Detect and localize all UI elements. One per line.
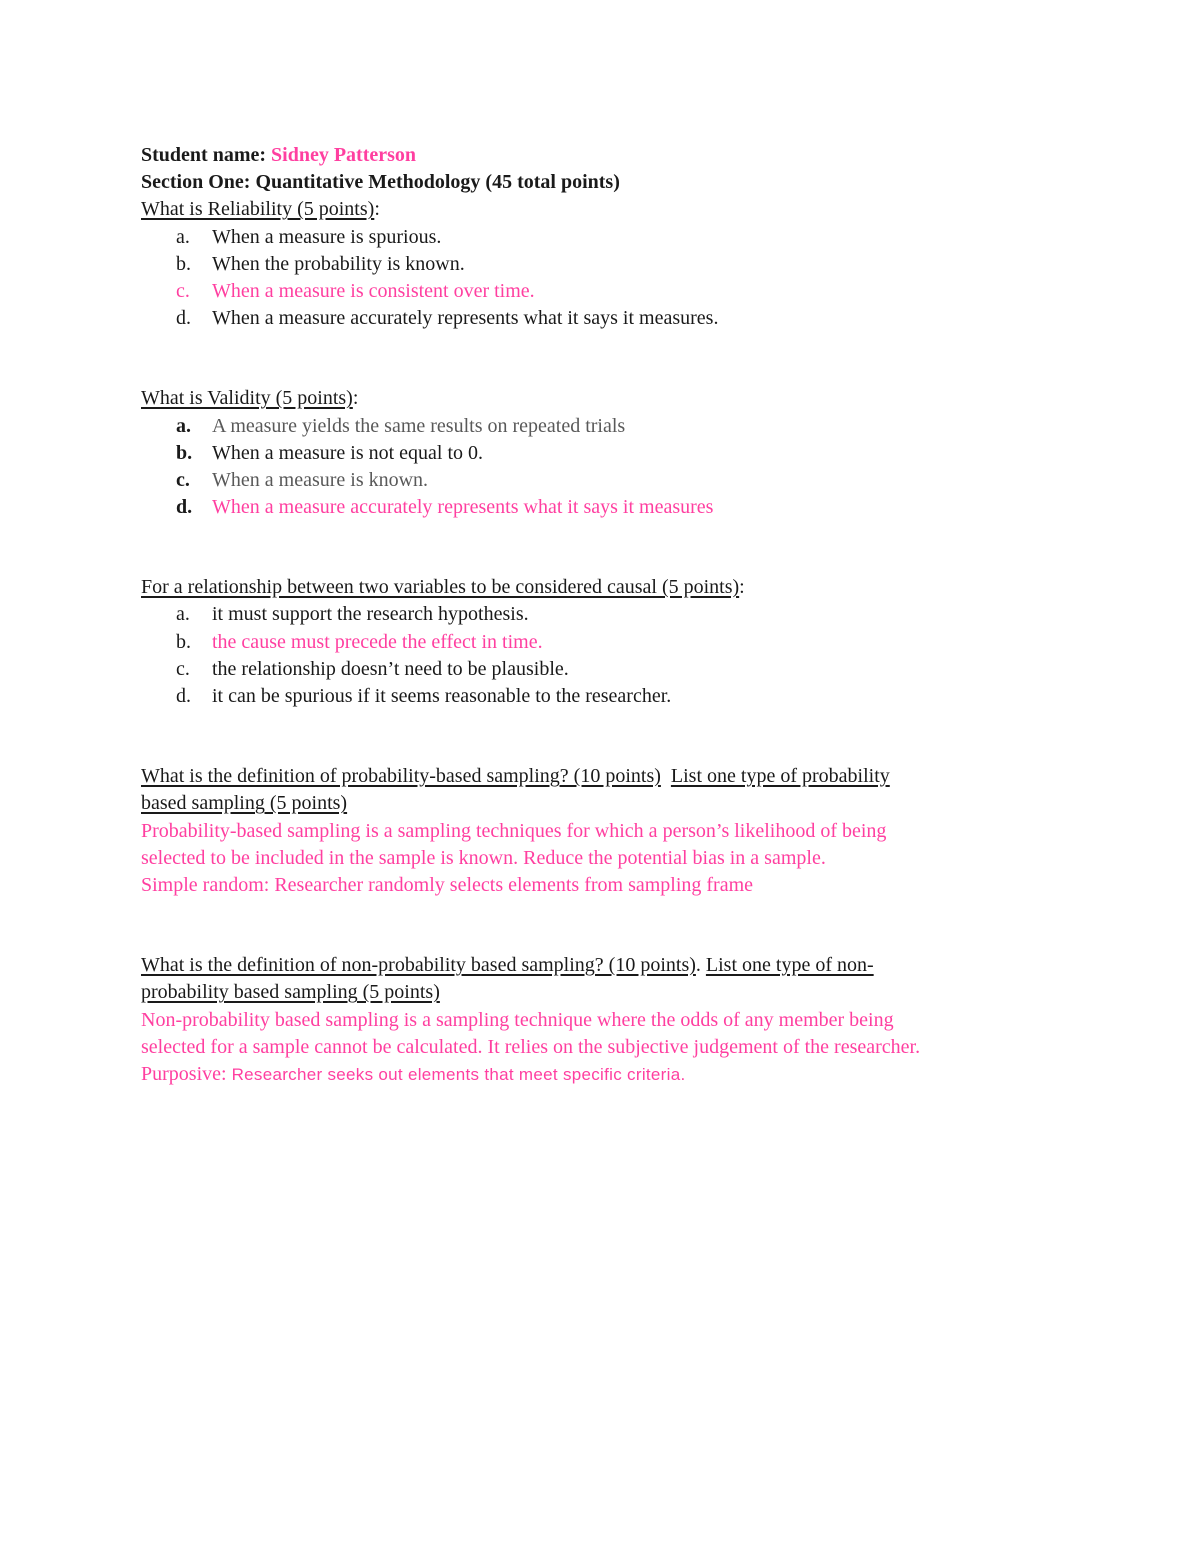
question-reliability (141, 196, 1071, 223)
option-b-answer (141, 629, 1071, 656)
question-non-probability-sampling (141, 952, 1071, 979)
option-text: When a measure accurately represents what it says it measures (212, 496, 714, 519)
option-c (141, 467, 1071, 494)
question-causal (141, 574, 1071, 601)
option-a (141, 413, 1071, 440)
option-text: the relationship doesn’t need to be plausible. (212, 657, 569, 680)
option-marker: b. (176, 252, 191, 275)
question-text-part2: List one type of probability (670, 765, 890, 788)
section-title: Quantitative Methodology (45 total points) (255, 171, 620, 194)
option-text: When a measure is known. (212, 468, 429, 491)
student-name-line (141, 142, 1071, 169)
question-probability-sampling (141, 763, 1071, 790)
question-colon: : (374, 198, 380, 221)
question-colon: : (739, 576, 745, 599)
section-label: Section One: (141, 171, 251, 194)
option-text: it must support the research hypothesis. (212, 603, 529, 626)
question-text-part2: List one type of non- (705, 954, 874, 977)
answer-line: Simple random: Researcher randomly selects elements from sampling frame (141, 873, 754, 896)
question-text-part2-cont: based sampling (5 points) (141, 792, 348, 815)
option-marker: b. (176, 441, 193, 464)
question-colon: : (352, 387, 359, 410)
question-text: What is Validity (5 points) (141, 387, 353, 410)
option-text: When a measure accurately represents what it says it measures. (212, 307, 719, 330)
document-page (141, 142, 1071, 1088)
question-text-part2-cont: probability based sampling (5 points) (141, 981, 440, 1004)
answer-type-label: Purposive: (141, 1062, 227, 1085)
answer-line: selected for a sample cannot be calculated. It relies on the subjective judgement of the researcher. (141, 1035, 921, 1058)
option-c (141, 656, 1071, 683)
option-marker: c. (176, 279, 190, 302)
answer-line: Non-probability based sampling is a sampling technique where the odds of any member being (141, 1008, 894, 1031)
option-text: When a measure is consistent over time. (212, 279, 535, 302)
option-marker: d. (176, 685, 191, 707)
option-a (141, 601, 1071, 628)
option-a (141, 224, 1071, 251)
option-marker: c. (176, 468, 190, 491)
option-marker: a. (176, 603, 190, 626)
option-b (141, 440, 1071, 467)
question-validity (141, 385, 1071, 412)
question-probability-sampling-cont (141, 790, 1071, 817)
option-text: A measure yields the same results on repeated trials (212, 414, 626, 437)
question-text: For a relationship between two variables to be considered causal (5 points) (141, 576, 740, 599)
option-marker: b. (176, 630, 191, 653)
option-marker: d. (176, 496, 193, 519)
option-marker: c. (176, 657, 190, 680)
student-name-label: Student name: (141, 144, 267, 166)
student-name-value: Sidney Patterson (271, 144, 417, 166)
option-d (141, 305, 1071, 332)
option-marker: d. (176, 307, 191, 330)
option-text: When a measure is not equal to 0. (212, 441, 484, 464)
option-b (141, 251, 1071, 278)
option-d (141, 683, 1071, 710)
answer-line: selected to be included in the sample is known. Reduce the potential bias in a sample. (141, 846, 826, 869)
option-d-answer (141, 494, 1071, 521)
question-separator: . (695, 954, 701, 977)
question-text: What is Reliability (5 points) (141, 198, 375, 221)
option-text: it can be spurious if it seems reasonable to the researcher. (212, 685, 672, 707)
question-text-part1: What is the definition of probability-based sampling? (10 points) (141, 765, 661, 788)
question-text-part1: What is the definition of non-probability based sampling? (10 points) (141, 954, 696, 977)
option-text: When the probability is known. (212, 252, 465, 275)
answer-line-purposive (141, 1061, 1071, 1088)
option-text: the cause must precede the effect in time. (212, 630, 543, 653)
section-heading (141, 169, 1071, 196)
option-marker: a. (176, 225, 190, 248)
question-non-probability-sampling-cont (141, 979, 1071, 1006)
option-text: When a measure is spurious. (212, 225, 442, 248)
answer-line: Probability-based sampling is a sampling techniques for which a person’s likelihood of being (141, 819, 887, 842)
option-marker: a. (176, 414, 191, 437)
answer-type-description: Researcher seeks out elements that meet specific criteria. (231, 1064, 686, 1084)
option-c-answer (141, 278, 1071, 305)
